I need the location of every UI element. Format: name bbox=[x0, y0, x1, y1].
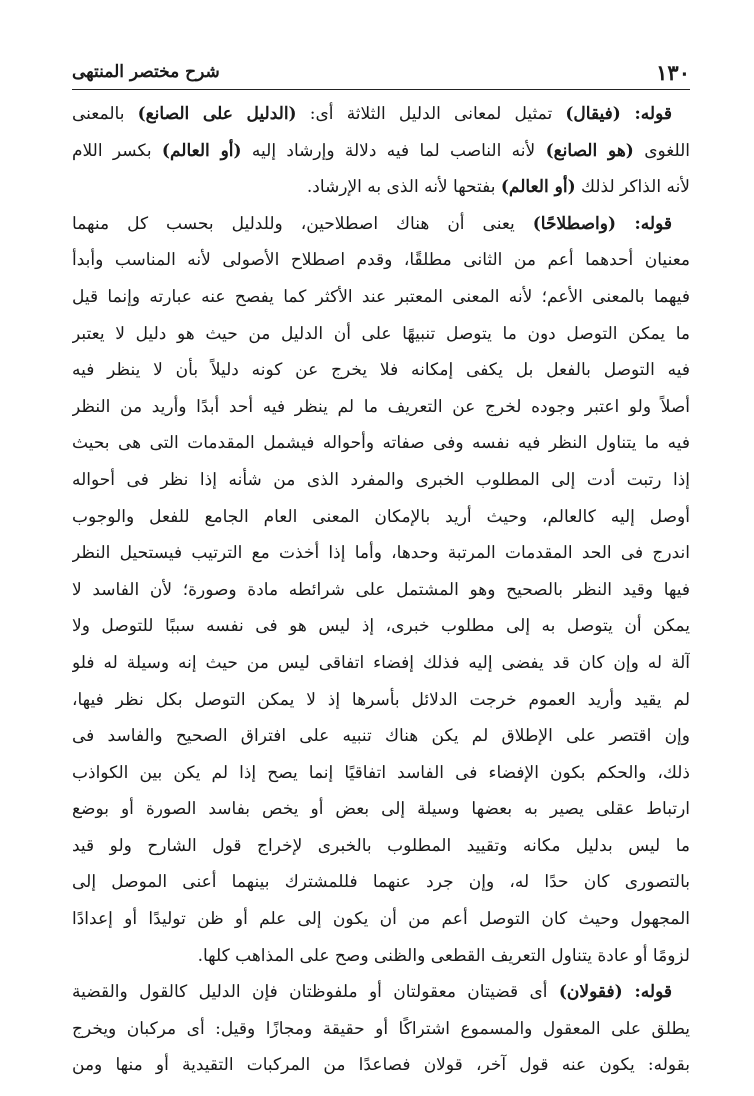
text-run: لم يقيد وأريد العموم خرجت الدلائل بأسرها إذ لا يمكن التوصل بكل نظر فيها، bbox=[72, 689, 690, 710]
body-text bbox=[72, 96, 690, 1084]
text-line bbox=[72, 974, 690, 1011]
text-run: تمثيل لمعانى الدليل الثلاثة أى: bbox=[296, 104, 566, 124]
page-header bbox=[72, 60, 690, 90]
text-line bbox=[72, 682, 690, 719]
text-line bbox=[72, 755, 690, 792]
text-run: بفتحها لأنه الذى به الإرشاد. bbox=[306, 177, 501, 198]
text-run: بكسر اللام bbox=[72, 140, 162, 161]
text-run: المجهول وحيث كان التوصل أعم من أن يكون إلى علم أو ظن توليدًا أو إعدادًا bbox=[72, 909, 690, 930]
text-line bbox=[72, 206, 690, 243]
text-run: آلة له وإن كان قد يفضى إليه فذلك إفضاء اتفاقى ليس من حيث إنه وسيلة له فلو bbox=[72, 652, 690, 673]
text-line bbox=[72, 718, 690, 755]
text-run: معنيان أحدهما أعم من الثانى مطلقًا، وقدم اصطلاح الأصولى لأنه المناسب وأبدأ bbox=[72, 250, 690, 271]
quoted-term: (أو العالم) bbox=[500, 177, 576, 198]
quoted-term: (هو الصانع) bbox=[545, 140, 634, 161]
text-run: بالتصورى كان حدًا له، وإن جرد عنهما فللمشترك بينهما أعنى الموصل إلى bbox=[72, 872, 690, 893]
quoted-term: (الدليل على الصانع) bbox=[137, 104, 297, 124]
quoted-term: قوله: (واصطلاحًا) bbox=[532, 213, 672, 234]
text-run: فيه التوصل بالفعل بل يكفى إمكانه فلا يخرج عن كونه دليلاً بأن لا ينظر فيه bbox=[72, 360, 690, 381]
text-run: ما ليس بدليل مكانه وتقييد المطلوب بالخبرى لإخراج قول الشارح ولو قيد bbox=[72, 835, 690, 856]
text-line bbox=[72, 938, 690, 975]
text-run: فيها وقيد النظر بالصحيح وهو المشتمل على شرائطه مادة وصورة؛ لأن الفاسد لا bbox=[72, 579, 690, 600]
text-run: يعنى أن هناك اصطلاحين، وللدليل بحسب كل منهما bbox=[72, 213, 533, 234]
quoted-term: قوله: (فيقال) bbox=[565, 104, 673, 124]
text-run: وإن اقتصر على الإطلاق لم يكن هناك تنبيه على افتراق الصحيح والفاسد فى bbox=[72, 726, 690, 747]
text-line bbox=[72, 608, 690, 645]
text-run: ما يمكن التوصل دون ما يتوصل تنبيهًا على أن الدليل من حيث هو دليل لا يعتبر bbox=[72, 323, 690, 344]
text-line bbox=[72, 1047, 690, 1084]
quoted-term: (أو العالم) bbox=[161, 140, 242, 161]
text-line bbox=[72, 425, 690, 462]
text-line bbox=[72, 169, 690, 206]
text-line bbox=[72, 462, 690, 499]
text-line bbox=[72, 572, 690, 609]
text-line bbox=[72, 499, 690, 536]
text-run: يمكن أن يتوصل به إلى مطلوب خبرى، إذ ليس هو فى نفسه سببًا للتوصل ولا bbox=[72, 616, 690, 637]
text-run: إذا رتبت أدت إلى المطلوب الخبرى والمفرد الذى من شأنه إذا نظر فى أحواله bbox=[72, 469, 690, 490]
text-run: فيه ما يتناول النظر فيه نفسه وفى صفاته وأحواله فيشمل المقدمات التى هى بحيث bbox=[72, 433, 690, 454]
text-run: لأنه الذاكر لذلك bbox=[575, 177, 690, 198]
text-run: اندرج فى الحد المقدمات المرتبة وحدها، وأما إذا أخذت مع الترتيب فيستحيل النظر bbox=[72, 543, 690, 564]
text-run: أوصل إليه كالعالم، وحيث أريد بالإمكان المعنى العام الجامع للفعل والوجوب bbox=[72, 506, 690, 527]
quoted-term: قوله: (فقولان) bbox=[558, 982, 672, 1003]
text-run: فيهما بالمعنى الأعم؛ لأنه المعنى المعتبر عند الأكثر كما يفصح عنه عبارته وإنما قيل bbox=[72, 286, 690, 307]
text-line bbox=[72, 791, 690, 828]
text-run: يطلق على المعقول والمسموع اشتراكًا أو حقيقة ومجازًا وقيل: أى مركبان ويخرج bbox=[72, 1018, 690, 1039]
text-line bbox=[72, 133, 690, 170]
text-run: بالمعنى bbox=[72, 104, 138, 124]
page-number: ١٣٠ bbox=[656, 60, 690, 85]
text-line bbox=[72, 828, 690, 865]
text-run: أى قضيتان معقولتان أو ملفوظتان فإن الدليل كالقول والقضية bbox=[72, 982, 559, 1003]
text-line bbox=[72, 1011, 690, 1048]
text-run: لأنه الناصب لما فيه دلالة وإرشاد إليه bbox=[241, 140, 546, 161]
text-run: ذلك، والحكم بكون الإفضاء فى الفاسد اتفاقيًا إنما يصح إذا لم يكن بين الكواذب bbox=[72, 762, 690, 783]
text-line bbox=[72, 242, 690, 279]
text-run: ارتباط عقلى يصير به بعضها وسيلة إلى بعض أو يخص بفاسد الصورة أو بوضع bbox=[72, 799, 690, 820]
text-line bbox=[72, 535, 690, 572]
text-run: لزومًا أو عادة يتناول التعريف القطعى والظنى وصح على المذاهب كلها. bbox=[197, 945, 690, 966]
text-line bbox=[72, 901, 690, 938]
text-run: أصلاً ولو اعتبر وجوده لخرج عن التعريف ما لم ينظر فيه أحد أبدًا وأريد من النظر bbox=[72, 396, 690, 417]
running-title: شرح مختصر المنتهى bbox=[72, 62, 220, 82]
text-line bbox=[72, 645, 690, 682]
text-line bbox=[72, 352, 690, 389]
header-divider bbox=[72, 89, 690, 90]
text-run: بقوله: يكون عنه قول آخر، قولان فصاعدًا من المركبات التقيدية أو منها ومن bbox=[72, 1055, 690, 1076]
text-line bbox=[72, 96, 690, 133]
text-line bbox=[72, 279, 690, 316]
text-run: اللغوى bbox=[633, 140, 690, 161]
text-line bbox=[72, 316, 690, 353]
text-line bbox=[72, 864, 690, 901]
text-line bbox=[72, 389, 690, 426]
